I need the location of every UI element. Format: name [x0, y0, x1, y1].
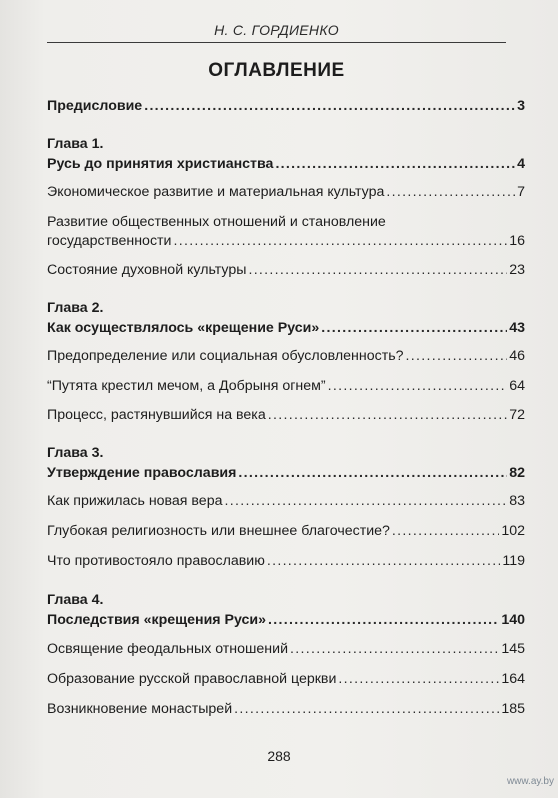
toc-entry-label: Экономическое развитие и материальная культура: [47, 184, 385, 200]
toc-entry[interactable]: [47, 552, 525, 570]
toc-entry[interactable]: [47, 377, 525, 395]
toc-entry-label: Предисловие: [47, 98, 143, 114]
chapter-heading: Глава 3.: [47, 445, 104, 461]
toc-entry[interactable]: [47, 670, 525, 688]
toc-title: ОГЛАВЛЕНИЕ: [208, 60, 345, 81]
toc-page-number: 145: [501, 641, 525, 657]
page-number: 288: [267, 748, 291, 764]
leader-dots: [224, 492, 507, 510]
toc-entry-label: Последствия «крещения Руси»: [47, 612, 267, 628]
toc-entry[interactable]: [47, 347, 525, 365]
toc-entry-label: “Путята крестил мечом, а Добрыня огнем”: [47, 378, 326, 394]
toc-page-number: 140: [501, 612, 525, 628]
toc-page-number: 43: [509, 320, 525, 336]
toc-page-number: 16: [509, 233, 525, 249]
leader-dots: [338, 670, 499, 688]
toc-entry-label-line1: Развитие общественных отношений и становление: [47, 214, 386, 230]
toc-page-number: 4: [517, 156, 525, 172]
toc-entry[interactable]: [47, 640, 525, 658]
leader-dots: [275, 155, 515, 173]
toc-entry-label: Образование русской православной церкви: [47, 671, 337, 687]
toc-entry-chapter-4[interactable]: [47, 611, 525, 629]
toc-entry-label: Утверждение православия: [47, 465, 237, 481]
leader-dots: [321, 319, 507, 337]
toc-entry-label: государственности: [47, 233, 172, 249]
toc-page-number: 185: [501, 701, 525, 717]
toc-entry-label: Предопределение или социальная обусловленность?: [47, 348, 404, 364]
toc-page-number: 119: [502, 553, 525, 569]
toc-page-number: 3: [517, 98, 525, 114]
leader-dots: [267, 552, 501, 570]
toc-page-number: 46: [509, 348, 525, 364]
toc-page-number: 82: [509, 465, 525, 481]
leader-dots: [268, 406, 507, 424]
toc-entry-label: Русь до принятия христианства: [47, 156, 274, 172]
toc-entry-label: Состояние духовной культуры: [47, 262, 247, 278]
leader-dots: [386, 183, 515, 201]
toc-page-number: 164: [501, 671, 525, 687]
toc-page-number: 83: [509, 493, 525, 509]
toc-page-number: 64: [509, 378, 525, 394]
toc-entry[interactable]: [47, 232, 525, 250]
leader-dots: [290, 640, 499, 658]
toc-entry-label: Глубокая религиозность или внешнее благочестие?: [47, 523, 390, 539]
leader-dots: [173, 232, 507, 250]
header-rule: [47, 42, 506, 43]
leader-dots: [234, 700, 499, 718]
toc-entry[interactable]: [47, 492, 525, 510]
toc-entry-chapter-2[interactable]: [47, 319, 525, 337]
leader-dots: [248, 261, 507, 279]
toc-page-number: 72: [509, 407, 525, 423]
toc-entry[interactable]: [47, 183, 525, 201]
running-head: Н. С. ГОРДИЕНКО: [214, 22, 339, 38]
toc-page-number: 102: [501, 523, 525, 539]
toc-entry-label: Как прижилась новая вера: [47, 493, 223, 509]
toc-entry[interactable]: [47, 522, 525, 540]
leader-dots: [144, 97, 515, 115]
toc-page-number: 23: [509, 262, 525, 278]
leader-dots: [392, 522, 499, 540]
toc-entry[interactable]: [47, 700, 525, 718]
chapter-heading: Глава 2.: [47, 300, 104, 316]
watermark: www.ay.by: [506, 776, 554, 787]
toc-entry[interactable]: [47, 261, 525, 279]
toc-entry-chapter-1[interactable]: [47, 155, 525, 173]
toc-entry-label: Возникновение монастырей: [47, 701, 233, 717]
toc-page-number: 7: [517, 184, 525, 200]
toc-entry-label: Что противостояло православию: [47, 553, 265, 569]
toc-entry[interactable]: [47, 406, 525, 424]
leader-dots: [406, 347, 508, 365]
toc-entry-label: Освящение феодальных отношений: [47, 641, 288, 657]
toc-entry-label: Как осуществлялось «крещение Руси»: [47, 320, 320, 336]
chapter-heading: Глава 4.: [47, 592, 104, 608]
toc-entry-preface[interactable]: [47, 97, 525, 115]
toc-entry-chapter-3[interactable]: [47, 464, 525, 482]
leader-dots: [328, 377, 508, 395]
chapter-heading: Глава 1.: [47, 136, 104, 152]
toc-entry-label: Процесс, растянувшийся на века: [47, 407, 266, 423]
leader-dots: [238, 464, 507, 482]
leader-dots: [268, 611, 499, 629]
